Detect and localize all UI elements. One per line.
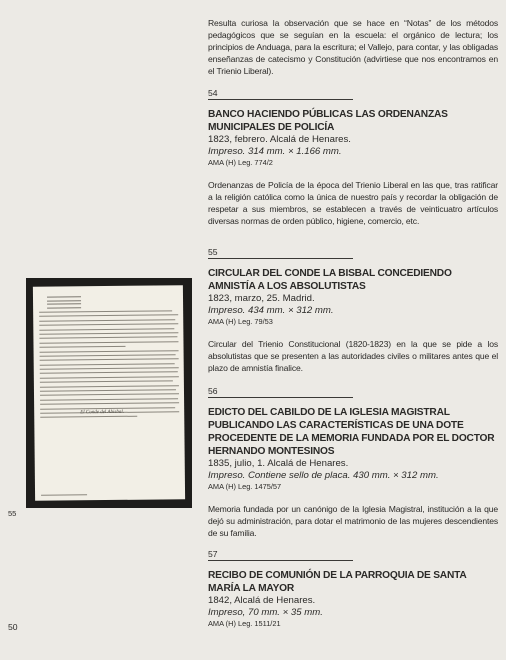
page-number: 50 (8, 622, 18, 632)
printed-circular-image (33, 285, 185, 501)
intro-paragraph: Resulta curiosa la observación que se hace en “Notas” de los métodos pedagógicos que se seguían en la escuela: el orgánico de lectura; los principios de Anduaga, para la escritura; el Vallejo, para contar, y las obligadas enseñanzas de catecismo y Constitución (advirtiese que nos encontramos en el Trienio Liberal). (208, 18, 498, 76)
document-signature: El Conde del Abisbal. (80, 409, 125, 416)
document-photograph (26, 278, 192, 508)
entry-description: Memoria fundada por un canónigo de la Iglesia Magistral, institución a la que dejó su administración, para dotar el matrimonio de las mujeres descendientes de su familia. (208, 504, 498, 538)
entry-reference: AMA (H) Leg. 774/2 (208, 158, 273, 167)
catalog-entry-54 (208, 88, 498, 227)
entry-title: BANCO HACIENDO PÚBLICAS LAS ORDENANZAS MUNICIPALES DE POLICÍA (208, 109, 448, 133)
entry-dimensions: Impreso. Contiene sello de placa. 430 mm. × 312 mm. (208, 470, 439, 481)
entry-dimensions: Impreso. 434 mm. × 312 mm. (208, 305, 334, 316)
entry-reference: AMA (H) Leg. 79/53 (208, 317, 273, 326)
document-header-lines (47, 296, 81, 310)
entry-number: 54 (208, 88, 353, 100)
entry-reference: AMA (H) Leg. 1511/21 (208, 619, 281, 628)
figure-number: 55 (8, 509, 17, 518)
document-footer-line (41, 494, 87, 495)
entry-title: CIRCULAR DEL CONDE LA BISBAL CONCEDIENDO AMNISTÍA A LOS ABSOLUTISTAS (208, 268, 452, 292)
entry-title: RECIBO DE COMUNIÓN DE LA PARROQUIA DE SANTA MARÍA LA MAYOR (208, 570, 467, 594)
entry-description: Ordenanzas de Policía de la época del Trienio Liberal en las que, tras ratificar a la religión católica como la única de nuestro país y recordar la obligación de respetar a sus miembros, se establecen a través de veinticuatro artículos diversas normas de orden público, higiene, comercio, etc. (208, 180, 498, 226)
entry-date: 1842, Alcalá de Henares. (208, 595, 316, 606)
entry-number: 56 (208, 386, 353, 398)
entry-dimensions: Impreso. 314 mm. × 1.166 mm. (208, 146, 342, 157)
document-body-lines (39, 310, 179, 421)
entry-description: Circular del Trienio Constitucional (1820-1823) en la que se pide a los absolutistas que se presenten a las autoridades civiles o militares antes que el plazo de amnistía finalice. (208, 339, 498, 373)
catalog-entry-57 (208, 549, 498, 629)
entry-reference: AMA (H) Leg. 1475/57 (208, 482, 282, 491)
entry-number: 57 (208, 549, 353, 561)
entry-date: 1823, febrero. Alcalá de Henares. (208, 134, 351, 145)
entry-date: 1823, marzo, 25. Madrid. (208, 293, 315, 304)
entry-title: EDICTO DEL CABILDO DE LA IGLESIA MAGISTRAL PUBLICANDO LAS CARACTERÍSTICAS DE UNA DOTE PROCEDENTE DE LA MEMORIA FUNDADA POR EL DOCTOR HERNANDO MONTESINOS (208, 407, 495, 457)
entry-date: 1835, julio, 1. Alcalá de Henares. (208, 458, 349, 469)
catalog-entry-55 (208, 247, 498, 374)
entry-dimensions: Impreso, 70 mm. × 35 mm. (208, 607, 323, 618)
entry-number: 55 (208, 247, 353, 259)
catalog-entry-56 (208, 386, 498, 539)
